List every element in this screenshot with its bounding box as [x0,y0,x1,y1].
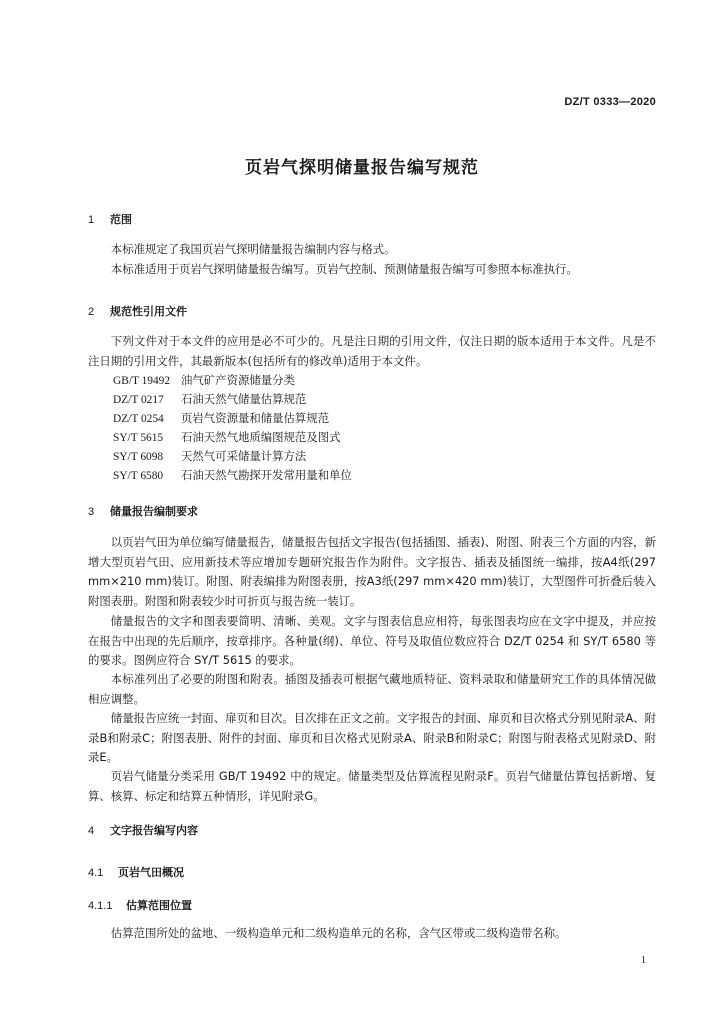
reference-code: DZ/T 0254 [113,413,164,425]
section-number: 4 [88,825,95,837]
section-number: 3 [88,506,95,518]
standard-code: DZ/T 0333—2020 [564,96,656,108]
reference-item [113,466,352,487]
section-title: 估算范围位置 [126,899,192,912]
paragraph-report-requirements-5: 页岩气储量分类采用 GB/T 19492 中的规定。储量类型及估算流程见附录F。页岩气储量估算包括新增、复算、核算、标定和结算五种情形，详见附录G。 [88,769,656,803]
page-number: 1 [641,955,646,966]
reference-title: 石油天然气地质编图规范及图式 [181,430,341,444]
paragraph-report-requirements-4: 储量报告应统一封面、扉页和目次。目次排在正文之前。文字报告的封面、扉页和目次格式分别见附录A、附录B和附录C；附图表册、附件的封面、扉页和目次格式见附录A、附录B和附录C；附图与附表格式见附录D、附录E。 [88,711,656,764]
section-number: 4.1.1 [88,900,113,912]
section-4-1-1-heading [88,897,192,913]
section-title: 页岩气田概况 [118,866,184,879]
section-title: 规范性引用文件 [110,305,187,318]
reference-item [113,447,306,468]
section-title: 范围 [110,213,132,226]
section-title: 储量报告编制要求 [110,505,198,518]
reference-code: SY/T 6098 [113,451,164,463]
reference-code: SY/T 6580 [113,470,164,482]
section-number: 1 [88,214,95,226]
document-title: 页岩气探明储量报告编写规范 [245,158,479,178]
reference-item [113,371,295,392]
paragraph-scope-1: 本标准规定了我国页岩气探明储量报告编制内容与格式。 [110,242,396,256]
reference-title: 油气矿产资源储量分类 [181,373,295,387]
section-title: 文字报告编写内容 [110,824,198,837]
reference-code: SY/T 5615 [113,432,164,444]
reference-code: GB/T 19492 [113,375,171,387]
reference-code: DZ/T 0217 [113,394,164,406]
paragraph-report-requirements-3: 本标准列出了必要的附图和附表。插图及插表可根据气藏地质特征、资料录取和储量研究工作的具体情况做相应调整。 [88,672,656,706]
reference-item [113,428,340,449]
section-number: 4.1 [88,867,104,879]
section-3-heading [88,503,198,519]
paragraph-scope-2: 本标准适用于页岩气探明储量报告编写。页岩气控制、预测储量报告编写可参照本标准执行。 [110,262,578,276]
reference-title: 页岩气资源量和储量估算规范 [181,411,330,425]
paragraph-normative-refs: 下列文件对于本文件的应用是必不可少的。凡是注日期的引用文件，仅注日期的版本适用于本文件。凡是不注日期的引用文件，其最新版本(包括所有的修改单)适用于本文件。 [88,334,656,368]
reference-title: 石油天然气勘探开发常用量和单位 [181,468,352,482]
section-4-heading [88,822,198,838]
reference-item [113,409,329,430]
paragraph-report-requirements-1: 以页岩气田为单位编写储量报告，储量报告包括文字报告(包括插图、插表)、附图、附表三个方面的内容，新增大型页岩气田、应用新技术等应增加专题研究报告作为附件。文字报告、插表及插图统一编排，按A4纸(297 mm×210 mm)装订。附图、附表编排为附图表册，按A3纸(297 mm×420 mm)装订，大型图件可折叠后装入附图表册。附图和附表较少时可折页与报告统一装订。 [88,535,656,608]
reference-item [113,390,306,411]
section-2-heading [88,303,187,319]
reference-title: 石油天然气储量估算规范 [181,392,307,406]
section-number: 2 [88,306,95,318]
section-4-1-heading [88,864,184,880]
paragraph-estimation-location: 估算范围所处的盆地、一级构造单元和二级构造单元的名称，含气区带或二级构造带名称。 [110,926,567,940]
section-1-heading [88,211,132,227]
paragraph-report-requirements-2: 储量报告的文字和图表要简明、清晰、美观。文字与图表信息应相符，每张图表均应在文字中提及，并应按在报告中出现的先后顺序，按章排序。各种量(纲)、单位、符号及取值位数应符合 DZ/T 0254 和 SY/T 6580 等的要求。图例应符合 SY/T 5615 的要求。 [88,614,656,667]
reference-title: 天然气可采储量计算方法 [181,449,307,463]
